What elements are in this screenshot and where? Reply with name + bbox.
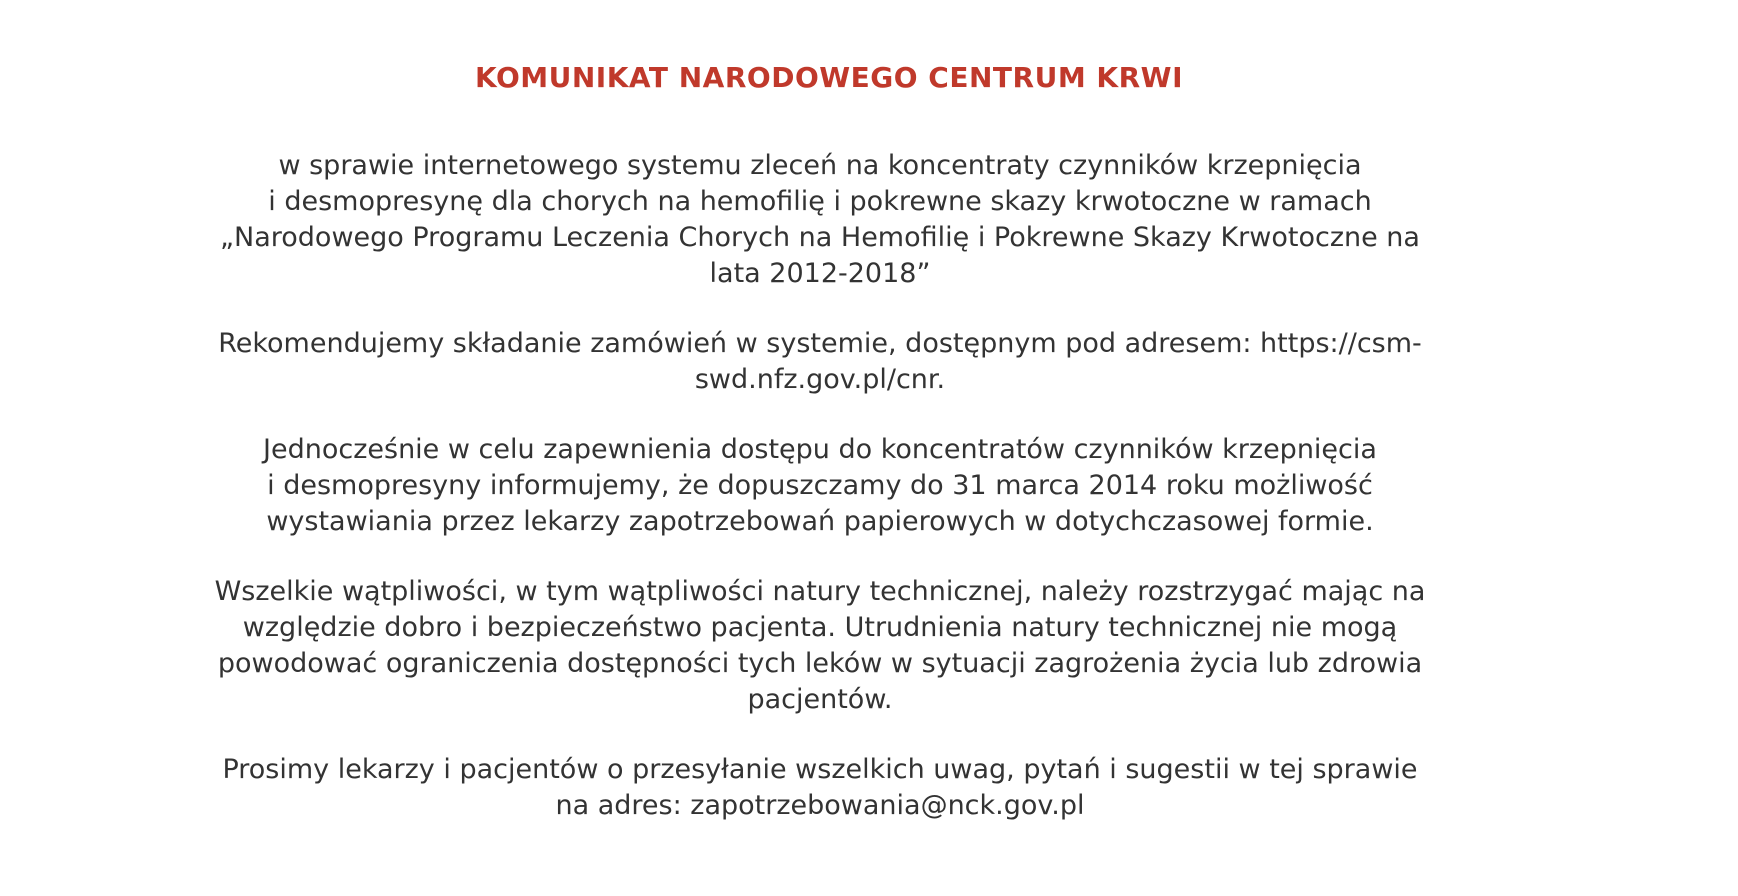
recommendation-line: Rekomendujemy składanie zamówień w systemie, dostępnym pod adresem: https://csm- [218,328,1422,359]
doubts-line: powodować ograniczenia dostępności tych leków w sytuacji zagrożenia życia lub zdrowia [217,648,1423,679]
doubts-line: względzie dobro i bezpieczeństwo pacjenta. Utrudnienia natury technicznej nie mogą [242,612,1398,643]
doubts-line: Wszelkie wątpliwości, w tym wątpliwości natury technicznej, należy rozstrzygać mając na [214,576,1426,607]
contact-line: Prosimy lekarzy i pacjentów o przesyłanie wszelkich uwag, pytań i sugestii w tej sprawie [222,754,1418,785]
subject-line: lata 2012-2018” [709,258,931,289]
subject-paragraph [110,148,1530,292]
contact-line: na adres: zapotrzebowania@nck.gov.pl [555,790,1085,821]
paper-orders-line: wystawiania przez lekarzy zapotrzebowań papierowych w dotychczasowej formie. [266,506,1374,537]
doubts-paragraph [110,574,1530,718]
paper-orders-line: i desmopresyny informujemy, że dopuszczamy do 31 marca 2014 roku możliwość [267,470,1373,501]
subject-line: i desmopresynę dla chorych na hemofilię i pokrewne skazy krwotoczne w ramach [268,186,1372,217]
paper-orders-line: Jednocześnie w celu zapewnienia dostępu do koncentratów czynników krzepnięcia [263,434,1377,465]
contact-paragraph [110,752,1530,824]
recommendation-line: swd.nfz.gov.pl/cnr. [694,364,946,395]
recommendation-paragraph [110,326,1530,398]
subject-line: w sprawie internetowego systemu zleceń na koncentraty czynników krzepnięcia [278,150,1362,181]
document-title: KOMUNIKAT NARODOWEGO CENTRUM KRWI [475,61,1183,94]
subject-line: „Narodowego Programu Leczenia Chorych na Hemofilię i Pokrewne Skazy Krwotoczne na [220,222,1420,253]
doubts-line: pacjentów. [747,684,893,715]
paper-orders-paragraph [110,432,1530,540]
